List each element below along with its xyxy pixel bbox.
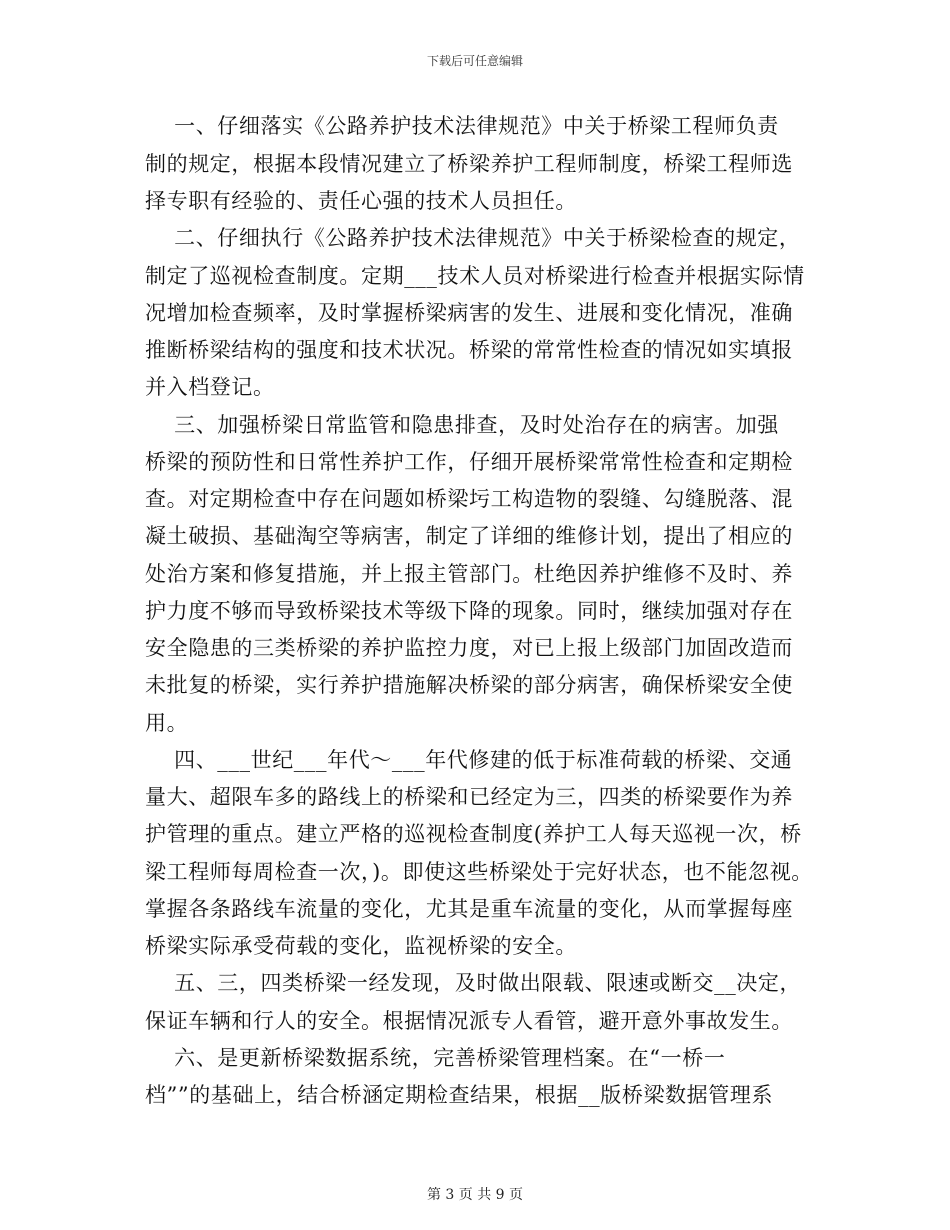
text-line: 量大、超限车多的路线上的桥梁和已经定为三，四类的桥梁要作为养: [145, 785, 793, 809]
text-line: 档””的基础上，结合桥涵定期检查结果，根据__版桥梁数据管理系: [145, 1083, 774, 1107]
text-line: 用。: [145, 711, 189, 735]
text-line: 桥梁的预防性和日常性养护工作，仔细开展桥梁常常性检查和定期检: [145, 450, 793, 474]
text-line: 凝土破损、基础淘空等病害，制定了详细的维修计划，提出了相应的: [145, 524, 793, 548]
page-footer: 第 3 页 共 9 页: [426, 1187, 524, 1203]
page-header: 下载后可任意编辑: [426, 54, 523, 68]
text-line: 制定了巡视检查制度。定期___技术人员对桥梁进行检查并根据实际情: [145, 264, 805, 288]
text-line: 护力度不够而导致桥梁技术等级下降的现象。同时，继续加强对存在: [145, 599, 793, 623]
text-line: 六、是更新桥梁数据系统，完善桥梁管理档案。在“一桥一: [145, 1046, 726, 1070]
text-line: 未批复的桥梁，实行养护措施解决桥梁的部分病害，确保桥梁安全使: [145, 673, 793, 697]
text-line: 五、三，四类桥梁一经发现，及时做出限载、限速或断交__决定，: [145, 971, 802, 995]
text-line: 推断桥梁结构的强度和技术状况。桥梁的常常性检查的情况如实填报: [145, 338, 793, 362]
text-line: 查。对定期检查中存在问题如桥梁圬工构造物的裂缝、勾缝脱落、混: [145, 487, 793, 511]
text-line: 制的规定，根据本段情况建立了桥梁养护工程师制度，桥梁工程师选: [145, 152, 793, 176]
text-line: 一、仔细落实《公路养护技术法律规范》中关于桥梁工程师负责: [145, 114, 779, 138]
text-line: 掌握各条路线车流量的变化，尤其是重车流量的变化，从而掌握每座: [145, 897, 793, 921]
text-line: 安全隐患的三类桥梁的养护监控力度，对已上报上级部门加固改造而: [145, 636, 793, 660]
text-line: 梁工程师每周检查一次，)。即使这些桥梁处于完好状态，也不能忽视。: [145, 860, 813, 884]
text-line: 保证车辆和行人的安全。根据情况派专人看管，避开意外事故发生。: [145, 1009, 793, 1033]
text-line: 四、___世纪___年代～___年代修建的低于标准荷载的桥梁、交通: [145, 748, 793, 772]
text-line: 二、仔细执行《公路养护技术法律规范》中关于桥梁检查的规定，: [145, 226, 801, 250]
text-line: 桥梁实际承受荷载的变化，监视桥梁的安全。: [145, 934, 577, 958]
text-line: 况增加检查频率，及时掌握桥梁病害的发生、进展和变化情况，准确: [145, 301, 793, 325]
text-line: 护管理的重点。建立严格的巡视检查制度(养护工人每天巡视一次，桥: [145, 822, 802, 846]
text-line: 三、加强桥梁日常监管和隐患排查，及时处治存在的病害。加强: [145, 413, 779, 437]
text-line: 并入档登记。: [145, 375, 275, 399]
text-line: 择专职有经验的、责任心强的技术人员担任。: [145, 189, 577, 213]
text-line: 处治方案和修复措施，并上报主管部门。杜绝因养护维修不及时、养: [145, 562, 793, 586]
